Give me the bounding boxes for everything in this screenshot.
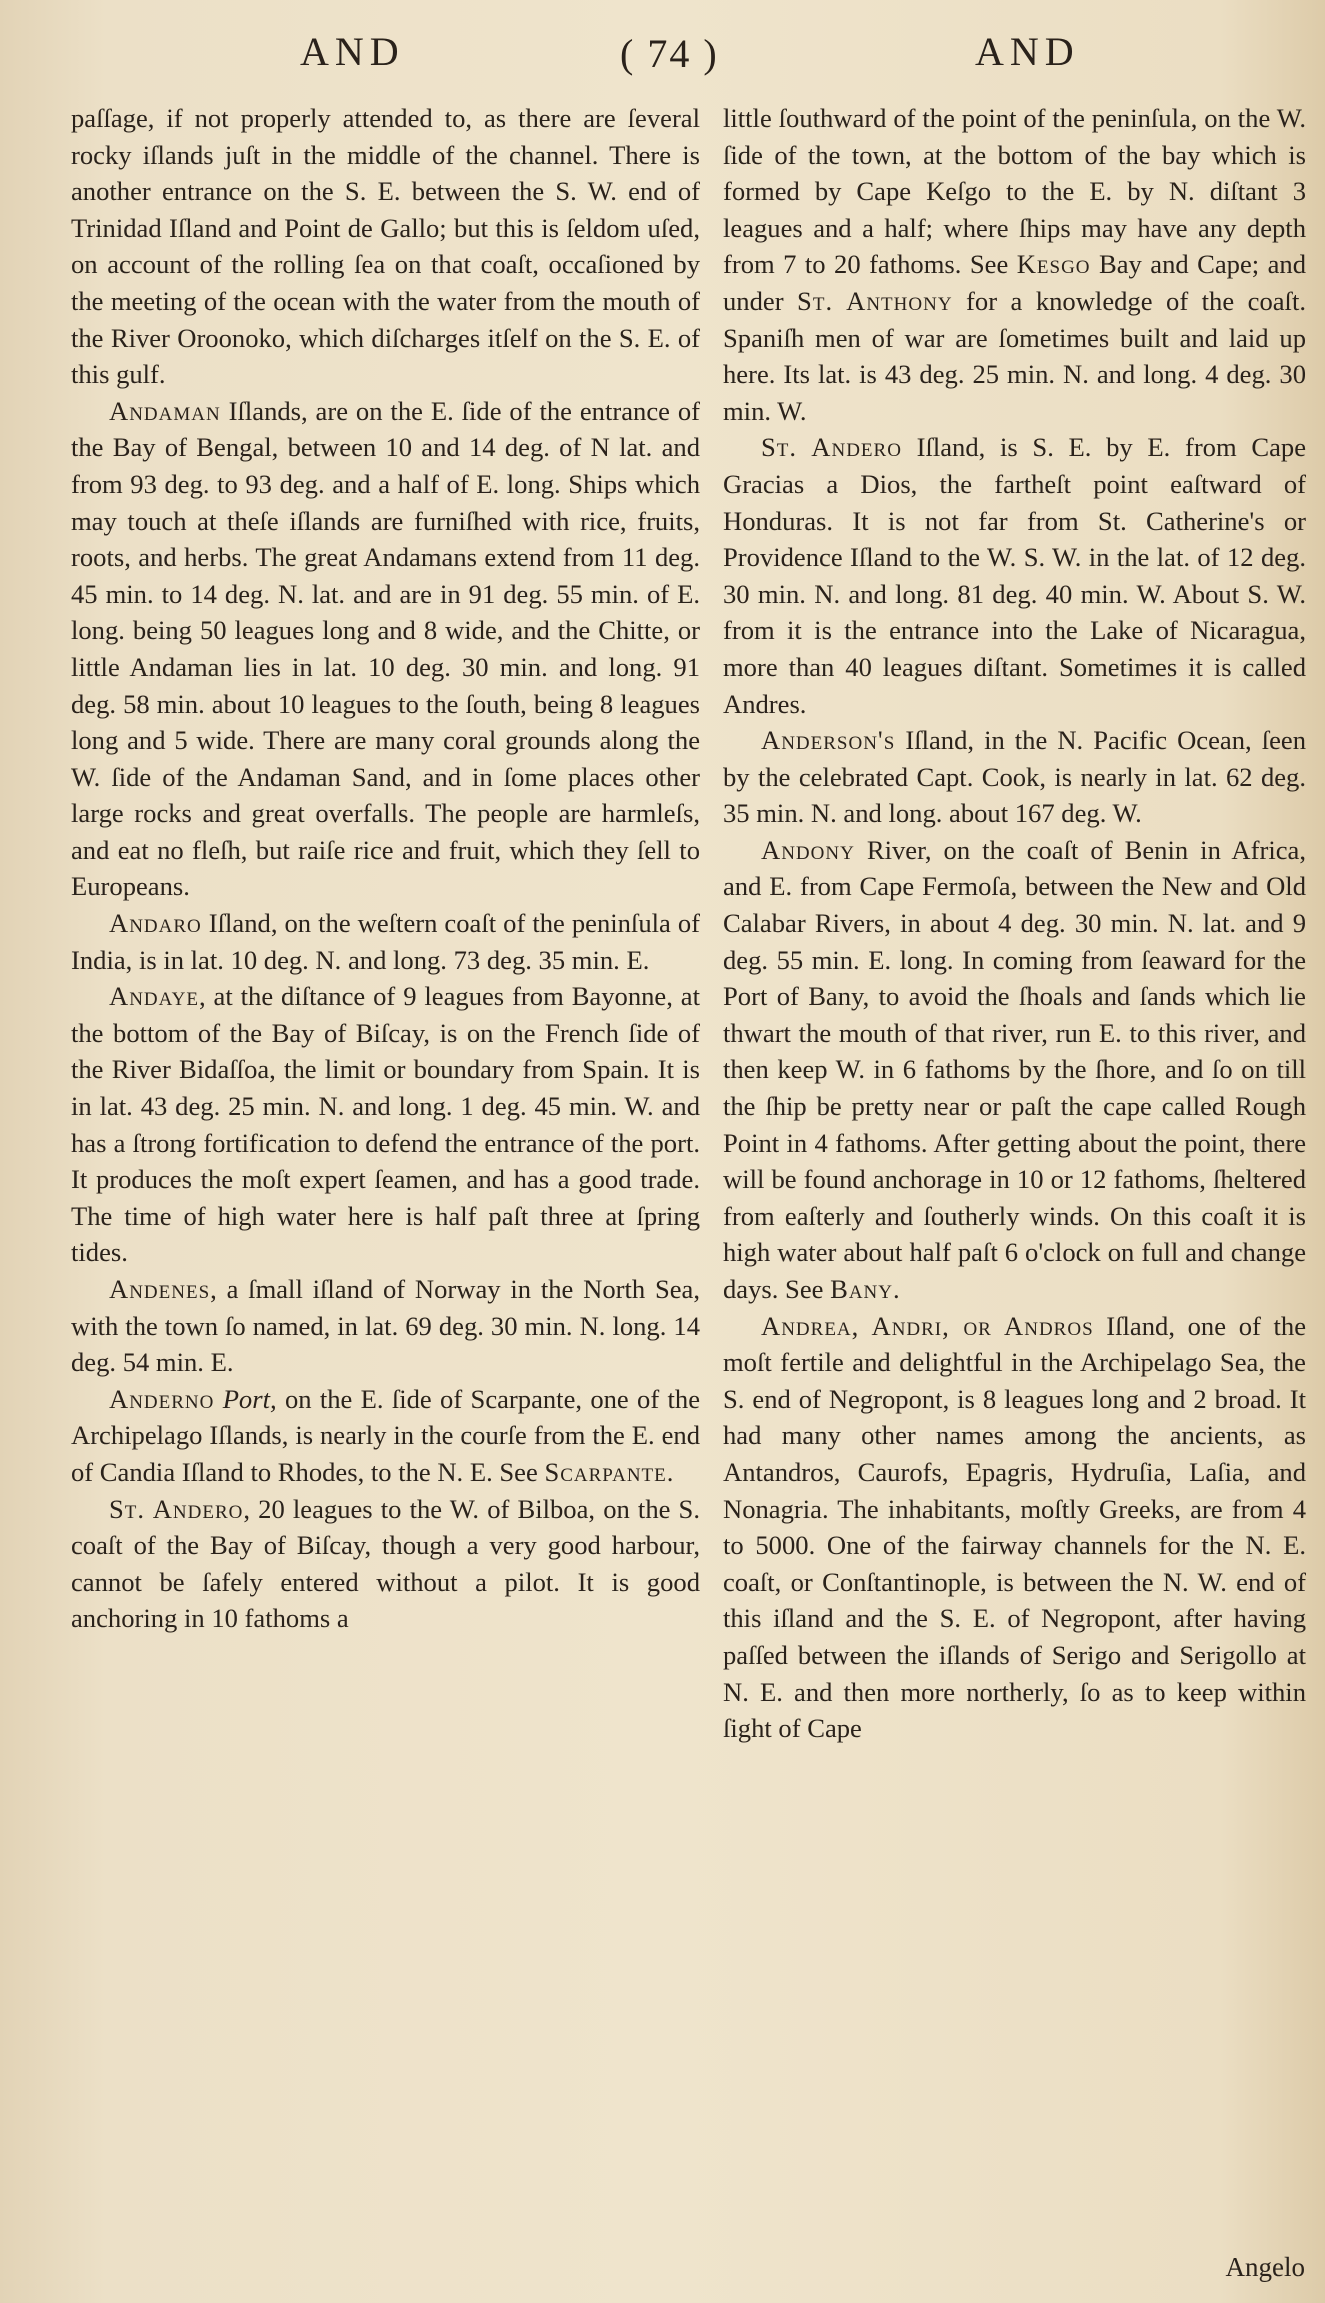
entry-text-3: for a knowledge of the coaſt. Spaniſh men of war are ſometimes built and laid up here. Its lat. is 43 deg. 25 min. N. and long. 4 deg. 30 min. W. xyxy=(723,285,1306,426)
entry-headword: Anderno xyxy=(109,1383,215,1414)
entry-text: Iſland, one of the moſt fertile and delightful in the Archipelago Sea, the S. end of Negropont, is 8 leagues long and 2 broad. It had many other names among the ancients, as Antandros, Caurofs, Epagris, Hydruſia, Laſia, and Nonagria. The inhabitants, moſtly Greeks, are from 4 to 5000. One of the fairway channels for the N. E. coaſt, or Conſtantinople, is between the N. W. end of this iſland and the S. E. of Negropont, after having paſſed between the iſlands of Serigo and Serigollo at N. E. and then more northerly, ſo as to keep within ſight of Cape xyxy=(723,1310,1306,1744)
catchword: Angelo xyxy=(1225,2252,1305,2282)
entry-andersons-island xyxy=(723,722,1306,832)
entry-andenes xyxy=(71,1271,700,1381)
header-left-word: AND xyxy=(300,29,405,74)
entry-headword-italic: Port, xyxy=(214,1383,277,1414)
entry-text: little ſouthward of the point of the peninſula, on the W. ſide of the town, at the bottom of the bay which is formed by Cape Keſgo to the E. by N. diſtant 3 leagues and a half; where ſhips may have any depth from 7 to 20 fathoms. See xyxy=(723,103,1306,280)
header-right-word: AND xyxy=(975,29,1080,74)
entry-headword: Andaman xyxy=(109,395,221,426)
entry-text: River, on the coaſt of Benin in Africa, and E. from Cape Fermoſa, between the New and Old Calabar Rivers, in about 4 deg. 30 min. N. lat. and 9 deg. 55 min. E. long. In coming from ſeaward for the Port of Bany, to avoid the ſhoals and ſands which lie thwart the mouth of that river, run E. to this river, and then keep W. in 6 fathoms by the ſhore, and ſo on till the ſhip be pretty near or paſt the cape called Rough Point in 4 fathoms. After getting about the point, there will be found anchorage in 10 or 12 fathoms, ſheltered from eaſterly and ſoutherly winds. On this coaſt it is high water about half paſt 6 o'clock on full and change days. See xyxy=(723,834,1306,1304)
cross-reference: Bany xyxy=(830,1274,893,1304)
entry-st-andero-island xyxy=(723,429,1306,722)
entry-headword: Andrea, Andri, or Andros xyxy=(761,1310,1094,1341)
entry-headword: Andaye xyxy=(109,981,199,1012)
cross-reference: Kesgo xyxy=(1016,249,1091,280)
entry-andaman xyxy=(71,393,700,905)
entry-text-2: Bay and Cape; and under xyxy=(723,249,1306,316)
cross-reference: Scarpante xyxy=(544,1456,667,1487)
entry-anderno xyxy=(71,1381,700,1491)
entry-andaye xyxy=(71,978,700,1271)
running-header xyxy=(0,28,1325,88)
entry-text: , at the diſtance of 9 leagues from Bayonne, at the bottom of the Bay of Biſcay, is on the French ſide of the River Bidaſſoa, the limit or boundary from Spain. It is in lat. 43 deg. 25 min. N. and long. 1 deg. 45 min. W. and has a ſtrong fortification to defend the entrance of the port. It produces the moſt expert ſeamen, and has a good trade. The time of high water here is half paſt three at ſpring tides. xyxy=(71,981,700,1268)
entry-tail: . xyxy=(893,1274,900,1304)
entry-text: Iſlands, are on the E. ſide of the entrance of the Bay of Bengal, between 10 and 14 deg. of N lat. and from 93 deg. to 93 deg. and a half of E. long. Ships which may touch at theſe iſlands are furniſhed with rice, fruits, roots, and herbs. The great Andamans extend from 11 deg. 45 min. to 14 deg. N. lat. and are in 91 deg. 55 min. of E. long. being 50 leagues long and 8 wide, and the Chitte, or little Andaman lies in lat. 10 deg. 30 min. and long. 91 deg. 58 min. about 10 leagues to the ſouth, being 8 leagues long and 5 wide. There are many coral grounds along the W. ſide of the Andaman Sand, and in ſome places other large rocks and great overfalls. The people are harmleſs, and eat no fleſh, but raiſe rice and fruit, which they ſell to Europeans. xyxy=(71,395,700,902)
entry-headword: Anderson's xyxy=(761,725,896,756)
entry-headword: St. Andero xyxy=(109,1493,244,1524)
entry-st-andero xyxy=(71,1491,700,1637)
entry-tail: . xyxy=(666,1456,674,1487)
entry-continuation xyxy=(723,100,1306,429)
entry-text: , 20 leagues to the W. of Bilboa, on the S. coaſt of the Bay of Biſcay, though a very good harbour, cannot be ſafely entered without a pilot. It is good anchoring in 10 fathoms a xyxy=(71,1493,700,1634)
entry-text: , a ſmall iſland of Norway in the North Sea, with the town ſo named, in lat. 69 deg. 30 min. N. long. 14 deg. 54 min. E. xyxy=(71,1274,700,1378)
page-number: ( 74 ) xyxy=(620,31,719,76)
cross-reference-2: St. Anthony xyxy=(797,285,953,316)
entry-headword: St. Andero xyxy=(761,432,902,463)
left-column xyxy=(71,100,700,1637)
entry-headword: Andaro xyxy=(109,908,202,939)
entry-continuation xyxy=(71,100,700,393)
entry-text: on the E. ſide of Scarpante, one of the Archipelago Iſlands, is nearly in the courſe from the E. end of Candia Iſland to Rhodes, to the N. E. See xyxy=(71,1383,701,1487)
entry-headword: Andenes xyxy=(109,1274,211,1304)
entry-andrea xyxy=(723,1308,1306,1747)
entry-andaro xyxy=(71,905,700,978)
entry-text: Iſland, in the N. Pacific Ocean, ſeen by the celebrated Capt. Cook, is nearly in lat. 62 deg. 35 min. N. and long. about 167 deg. W. xyxy=(723,725,1306,829)
entry-andony-river xyxy=(723,832,1306,1308)
entry-headword: Andony xyxy=(761,834,855,865)
entry-text: Iſland, on the weſtern coaſt of the peninſula of India, is in lat. 10 deg. N. and long. 73 deg. 35 min. E. xyxy=(71,908,700,975)
entry-text: Iſland, is S. E. by E. from Cape Gracias a Dios, the fartheſt point eaſtward of Honduras. It is not far from St. Catherine's or Providence Iſland to the W. S. W. in the lat. of 12 deg. 30 min. N. and long. 81 deg. 40 min. W. About S. W. from it is the entrance into the Lake of Nicaragua, more than 40 leagues diſtant. Sometimes it is called Andres. xyxy=(723,432,1306,719)
right-column xyxy=(723,100,1306,1747)
entry-text: paſſage, if not properly attended to, as there are ſeveral rocky iſlands juſt in the middle of the channel. There is another entrance on the S. E. between the S. W. end of Trinidad Iſland and Point de Gallo; but this is ſeldom uſed, on account of the rolling ſea on that coaſt, occaſioned by the meeting of the ocean with the water from the mouth of the River Oroonoko, which diſcharges itſelf on the S. E. of this gulf. xyxy=(71,103,700,390)
